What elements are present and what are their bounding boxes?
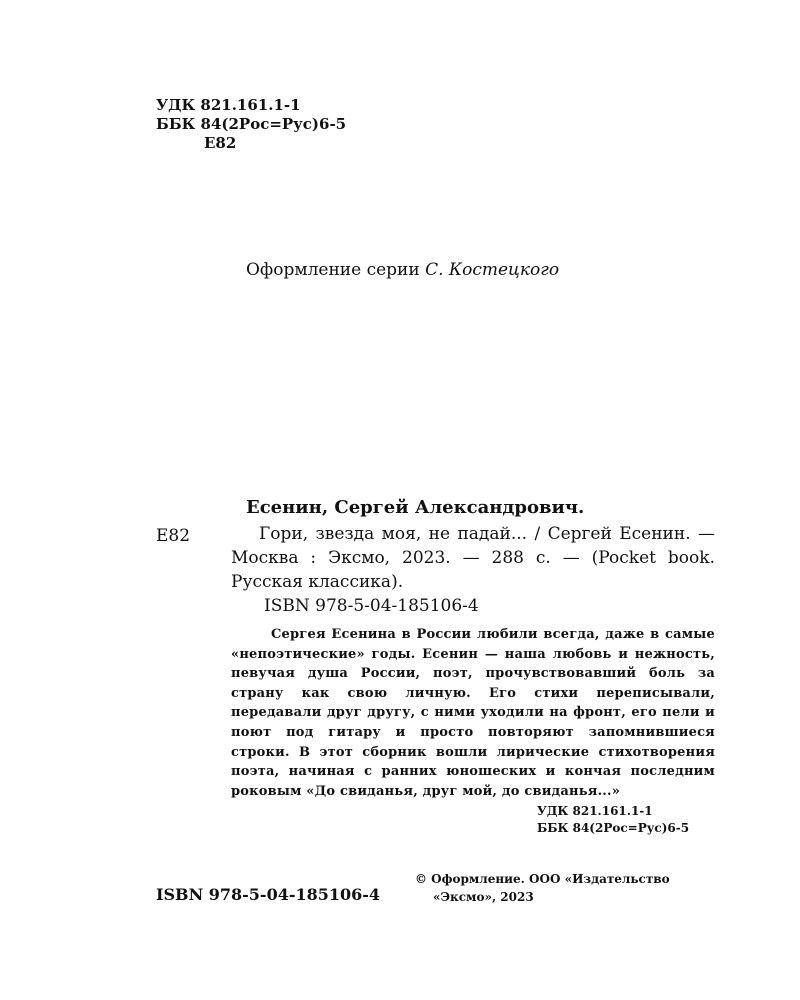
copyright-notice bbox=[415, 870, 670, 906]
author-sign-record: Е82 bbox=[156, 526, 191, 546]
isbn-record: ISBN 978-5-04-185106-4 bbox=[264, 596, 479, 616]
annotation: Сергея Есенина в России любили всегда, даже в самые «непоэтические» годы. Есенин — наша любовь и нежность, певучая душа России, поэт, прочувствовавший боль за страну как свою личную. Его стихи переписывали, передавали друг другу, с ними уходили на фронт, его пели и поют под гитару и просто повторяют запомнившиеся строки. В этот сборник вошли лирические стихотворения поэта, начиная с ранних юношеских и кончая последним роковым «До свиданья, друг мой, до свиданья...» bbox=[231, 627, 715, 799]
bibliographic-description: Гори, звезда моя, не падай... / Сергей Есенин. — Москва : Эксмо, 2023. — 288 с. — (Pocket book. Русская классика). bbox=[231, 524, 715, 592]
udk-code-bottom: УДК 821.161.1-1 bbox=[537, 804, 653, 818]
author-heading: Есенин, Сергей Александрович. bbox=[246, 497, 585, 518]
series-designer-name: С. Костецкого bbox=[425, 260, 560, 280]
udk-code: УДК 821.161.1-1 bbox=[156, 96, 301, 114]
classification-block-bottom bbox=[537, 803, 689, 837]
classification-block-top bbox=[156, 96, 346, 153]
copyright-line-2: «Эксмо», 2023 bbox=[433, 890, 534, 904]
bbk-code-bottom: ББК 84(2Рос=Рус)6-5 bbox=[537, 821, 690, 835]
isbn-footer: ISBN 978-5-04-185106-4 bbox=[156, 885, 381, 904]
bbk-code: ББК 84(2Рос=Рус)6-5 bbox=[156, 115, 347, 133]
series-design-label: Оформление серии bbox=[246, 260, 420, 280]
series-design-credit bbox=[246, 260, 559, 280]
copyright-line-1: © Оформление. ООО «Издательство bbox=[415, 872, 670, 886]
author-sign: Е82 bbox=[204, 134, 237, 152]
